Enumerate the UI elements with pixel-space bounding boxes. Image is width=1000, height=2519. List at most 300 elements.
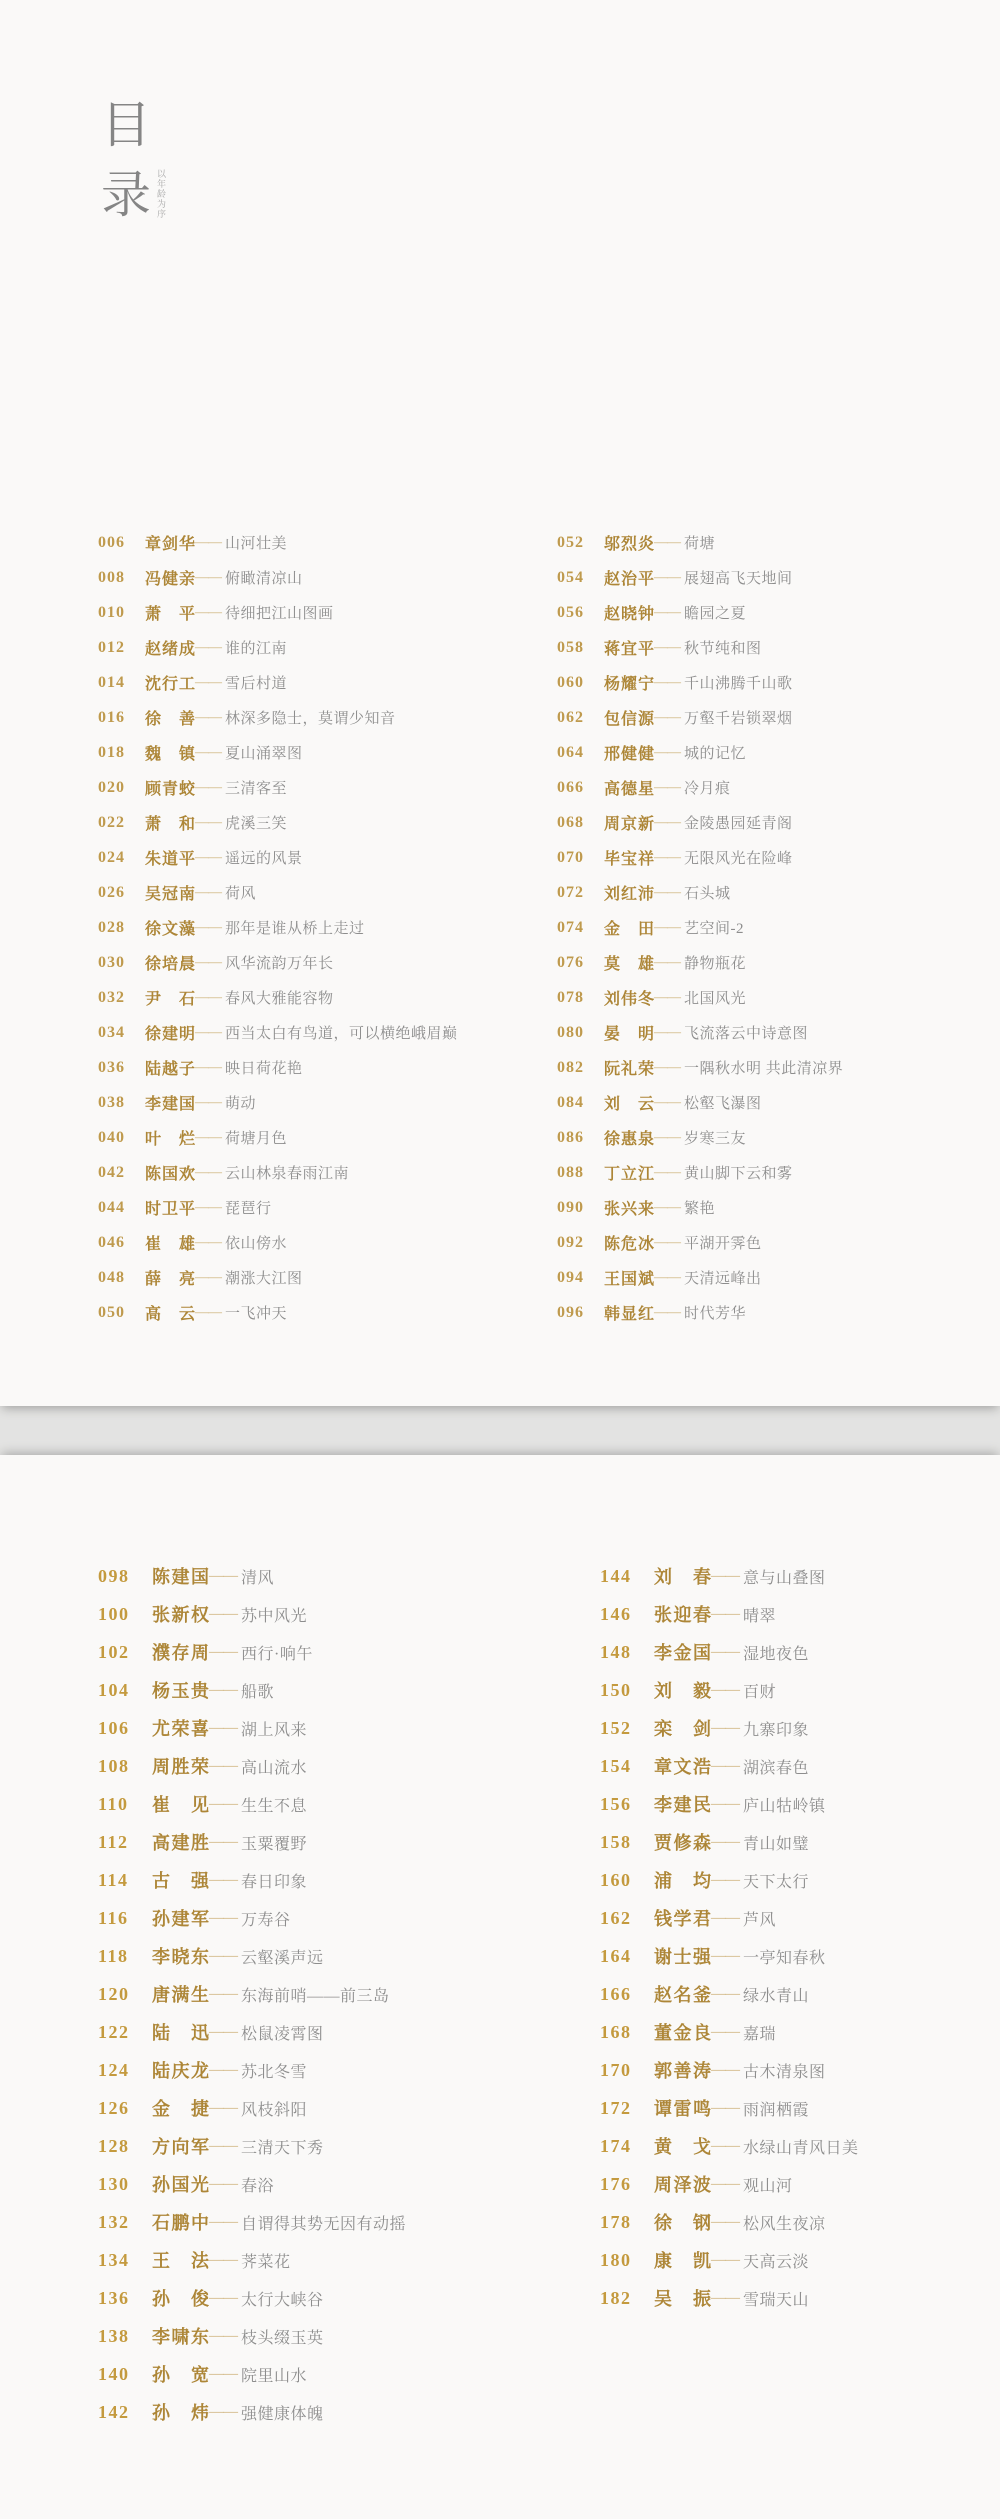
- entry-artist-name: 萧 平: [145, 606, 195, 623]
- entry-artist-name: 金 田: [604, 921, 654, 938]
- entry-dash: ——: [209, 1833, 237, 1850]
- entry-artist-name: 莫 雄: [604, 956, 654, 973]
- entry-dash: ——: [209, 2023, 237, 2040]
- entry-artist-name: 包信源: [604, 711, 654, 728]
- entry-artwork-title: 青山如璧: [743, 1835, 810, 1853]
- toc-entry: [98, 1260, 458, 1295]
- entry-dash: ——: [711, 2175, 739, 2192]
- entry-dash: ——: [195, 1234, 221, 1250]
- entry-dash: ——: [209, 1795, 237, 1812]
- entry-dash: ——: [209, 2213, 237, 2230]
- entry-dash: ——: [654, 1094, 680, 1110]
- entry-artist-name: 薛 亮: [145, 1271, 195, 1288]
- toc-entry: [98, 2317, 406, 2355]
- entry-dash: ——: [209, 2289, 237, 2306]
- entry-page-number: 132: [98, 2211, 130, 2232]
- toc-entry: [557, 630, 843, 665]
- toc-entry: [600, 1747, 859, 1785]
- entry-page-number: 076: [557, 953, 584, 971]
- entry-artwork-title: 荠菜花: [241, 2253, 291, 2271]
- toc-entry: [600, 2279, 859, 2317]
- entry-artist-name: 赵晓钟: [604, 606, 654, 623]
- entry-artwork-title: 绿水青山: [743, 1987, 810, 2005]
- entry-artist-name: 刘 春: [654, 1567, 711, 1587]
- page-title-char-mu: 目: [101, 97, 151, 153]
- entry-dash: ——: [209, 2099, 237, 2116]
- entry-page-number: 158: [600, 1831, 632, 1852]
- entry-artwork-title: 生生不息: [241, 1797, 308, 1815]
- entry-artist-name: 陆庆龙: [152, 2061, 209, 2081]
- entry-dash: ——: [209, 1719, 237, 1736]
- entry-artwork-title: 三清天下秀: [241, 2139, 324, 2157]
- entry-artwork-title: 遥远的风景: [225, 851, 303, 867]
- toc-entry: [98, 2279, 406, 2317]
- entry-artwork-title: 九寨印象: [743, 1721, 810, 1739]
- entry-dash: ——: [654, 744, 680, 760]
- entry-page-number: 082: [557, 1058, 584, 1076]
- toc-entry: [600, 2013, 859, 2051]
- entry-artist-name: 古 强: [152, 1871, 209, 1891]
- entry-dash: ——: [195, 954, 221, 970]
- entry-artwork-title: 展翅高飞天地间: [684, 571, 793, 587]
- entry-artwork-title: 潮涨大江图: [225, 1271, 303, 1287]
- toc-entry: [600, 1671, 859, 1709]
- toc-entry: [557, 665, 843, 700]
- entry-dash: ——: [195, 709, 221, 725]
- entry-artist-name: 徐建明: [145, 1026, 195, 1043]
- entry-dash: ——: [654, 639, 680, 655]
- toc-entry: [600, 1861, 859, 1899]
- toc-entry: [557, 1225, 843, 1260]
- entry-artist-name: 周京新: [604, 816, 654, 833]
- entry-artist-name: 蒋宜平: [604, 641, 654, 658]
- entry-page-number: 058: [557, 638, 584, 656]
- toc-entry: [98, 1225, 458, 1260]
- entry-dash: ——: [195, 534, 221, 550]
- entry-dash: ——: [209, 2365, 237, 2382]
- entry-page-number: 016: [98, 708, 125, 726]
- toc-entry: [98, 1785, 406, 1823]
- entry-page-number: 084: [557, 1093, 584, 1111]
- entry-artwork-title: 松壑飞瀑图: [684, 1096, 762, 1112]
- entry-artwork-title: 映日荷花艳: [225, 1061, 303, 1077]
- toc-entry: [557, 525, 843, 560]
- toc-entry: [98, 1295, 458, 1330]
- entry-dash: ——: [711, 2099, 739, 2116]
- entry-dash: ——: [654, 1269, 680, 1285]
- entry-dash: ——: [195, 1094, 221, 1110]
- entry-artwork-title: 云山林泉春雨江南: [225, 1166, 350, 1182]
- entry-artwork-title: 东海前哨——前三岛: [241, 1987, 390, 2005]
- entry-artist-name: 冯健亲: [145, 571, 195, 588]
- entry-artist-name: 徐培晨: [145, 956, 195, 973]
- entry-page-number: 032: [98, 988, 125, 1006]
- toc-entry: [557, 1085, 843, 1120]
- entry-artwork-title: 庐山牯岭镇: [743, 1797, 826, 1815]
- entry-artist-name: 钱学君: [654, 1909, 711, 1929]
- toc-entry: [98, 525, 458, 560]
- entry-page-number: 014: [98, 673, 125, 691]
- entry-artwork-title: 西行·响午: [241, 1645, 313, 1663]
- toc-entry: [98, 910, 458, 945]
- toc-entry: [98, 2051, 406, 2089]
- entry-artwork-title: 苏北冬雪: [241, 2063, 308, 2081]
- entry-artwork-title: 芦风: [743, 1911, 777, 1929]
- entry-artwork-title: 天清远峰出: [684, 1271, 762, 1287]
- toc-column-page1-left: [98, 525, 458, 1330]
- toc-entry: [557, 1120, 843, 1155]
- entry-page-number: 106: [98, 1717, 130, 1738]
- toc-entry: [98, 805, 458, 840]
- entry-artist-name: 杨玉贵: [152, 1681, 209, 1701]
- entry-artwork-title: 湿地夜色: [743, 1645, 810, 1663]
- toc-entry: [98, 2089, 406, 2127]
- entry-artwork-title: 城的记忆: [684, 746, 747, 762]
- toc-entry: [557, 1015, 843, 1050]
- entry-artist-name: 邬烈炎: [604, 536, 654, 553]
- entry-artist-name: 陈危冰: [604, 1236, 654, 1253]
- entry-dash: ——: [654, 814, 680, 830]
- entry-page-number: 072: [557, 883, 584, 901]
- toc-entry: [98, 1120, 458, 1155]
- toc-entry: [600, 2241, 859, 2279]
- entry-dash: ——: [195, 1304, 221, 1320]
- entry-dash: ——: [209, 1681, 237, 1698]
- entry-artist-name: 金 捷: [152, 2099, 209, 2119]
- entry-page-number: 062: [557, 708, 584, 726]
- entry-dash: ——: [195, 1024, 221, 1040]
- entry-page-number: 088: [557, 1163, 584, 1181]
- entry-dash: ——: [711, 1605, 739, 1622]
- entry-page-number: 108: [98, 1755, 130, 1776]
- entry-artwork-title: 冷月痕: [684, 781, 731, 797]
- entry-dash: ——: [209, 1757, 237, 1774]
- entry-artist-name: 崔 见: [152, 1795, 209, 1815]
- toc-page-2: [0, 1455, 1000, 2519]
- entry-artist-name: 徐文藻: [145, 921, 195, 938]
- entry-dash: ——: [711, 1643, 739, 1660]
- entry-dash: ——: [711, 1567, 739, 1584]
- entry-page-number: 042: [98, 1163, 125, 1181]
- toc-entry: [600, 1595, 859, 1633]
- entry-page-number: 008: [98, 568, 125, 586]
- entry-artwork-title: 自谓得其势无因有动摇: [241, 2215, 407, 2233]
- entry-dash: ——: [195, 604, 221, 620]
- entry-artwork-title: 观山河: [743, 2177, 793, 2195]
- toc-entry: [600, 2089, 859, 2127]
- entry-page-number: 140: [98, 2363, 130, 2384]
- toc-entry: [98, 1899, 406, 1937]
- entry-artwork-title: 虎溪三笑: [225, 816, 288, 832]
- entry-page-number: 086: [557, 1128, 584, 1146]
- toc-column-page1-right: [557, 525, 843, 1330]
- entry-artwork-title: 枝头缀玉英: [241, 2329, 324, 2347]
- toc-entry: [557, 840, 843, 875]
- entry-artist-name: 王国斌: [604, 1271, 654, 1288]
- toc-entry: [98, 1671, 406, 1709]
- entry-page-number: 068: [557, 813, 584, 831]
- entry-page-number: 118: [98, 1945, 129, 1966]
- entry-page-number: 110: [98, 1793, 129, 1814]
- entry-page-number: 160: [600, 1869, 632, 1890]
- entry-page-number: 120: [98, 1983, 130, 2004]
- entry-artist-name: 毕宝祥: [604, 851, 654, 868]
- entry-artist-name: 沈行工: [145, 676, 195, 693]
- entry-artwork-title: 云壑溪声远: [241, 1949, 324, 1967]
- sort-order-note: 以年龄为序: [156, 169, 166, 219]
- entry-page-number: 124: [98, 2059, 130, 2080]
- entry-dash: ——: [711, 2289, 739, 2306]
- toc-entry: [98, 1975, 406, 2013]
- entry-artist-name: 浦 均: [654, 1871, 711, 1891]
- entry-page-number: 182: [600, 2287, 632, 2308]
- entry-artwork-title: 晴翠: [743, 1607, 777, 1625]
- entry-artist-name: 刘 毅: [654, 1681, 711, 1701]
- entry-artwork-title: 玉粟覆野: [241, 1835, 308, 1853]
- entry-dash: ——: [711, 2251, 739, 2268]
- entry-dash: ——: [654, 779, 680, 795]
- entry-artwork-title: 一隅秋水明 共此清凉界: [684, 1061, 844, 1077]
- entry-dash: ——: [654, 674, 680, 690]
- entry-artwork-title: 松鼠凌霄图: [241, 2025, 324, 2043]
- toc-entry: [557, 1260, 843, 1295]
- entry-artwork-title: 清风: [241, 1569, 275, 1587]
- entry-artwork-title: 艺空间-2: [684, 921, 744, 937]
- entry-page-number: 064: [557, 743, 584, 761]
- entry-dash: ——: [711, 1795, 739, 1812]
- entry-artwork-title: 林深多隐士，莫谓少知音: [225, 711, 396, 727]
- entry-artwork-title: 黄山脚下云和雾: [684, 1166, 793, 1182]
- entry-artist-name: 黄 戈: [654, 2137, 711, 2157]
- entry-page-number: 166: [600, 1983, 632, 2004]
- toc-column-page2-left: [98, 1557, 406, 2431]
- entry-page-number: 044: [98, 1198, 125, 1216]
- entry-dash: ——: [209, 2251, 237, 2268]
- entry-artist-name: 高 云: [145, 1306, 195, 1323]
- entry-artist-name: 周泽波: [654, 2175, 711, 2195]
- entry-artwork-title: 萌动: [225, 1096, 257, 1112]
- entry-page-number: 056: [557, 603, 584, 621]
- toc-entry: [98, 1085, 458, 1120]
- entry-page-number: 052: [557, 533, 584, 551]
- entry-artist-name: 徐 善: [145, 711, 195, 728]
- entry-page-number: 104: [98, 1679, 130, 1700]
- entry-page-number: 096: [557, 1303, 584, 1321]
- entry-artist-name: 周胜荣: [152, 1757, 209, 1777]
- entry-page-number: 156: [600, 1793, 632, 1814]
- entry-page-number: 162: [600, 1907, 632, 1928]
- entry-artwork-title: 松风生夜凉: [743, 2215, 826, 2233]
- entry-artist-name: 唐满生: [152, 1985, 209, 2005]
- toc-entry: [98, 1190, 458, 1225]
- entry-artwork-title: 山河壮美: [225, 536, 288, 552]
- entry-dash: ——: [711, 2137, 739, 2154]
- toc-entry: [98, 1557, 406, 1595]
- toc-entry: [98, 2127, 406, 2165]
- page-title-char-lu: 录: [101, 167, 151, 223]
- entry-artist-name: 刘红沛: [604, 886, 654, 903]
- entry-dash: ——: [711, 1909, 739, 1926]
- entry-dash: ——: [654, 1199, 680, 1215]
- toc-entry: [98, 1937, 406, 1975]
- entry-page-number: 114: [98, 1869, 129, 1890]
- toc-entry: [98, 630, 458, 665]
- entry-artwork-title: 无限风光在险峰: [684, 851, 793, 867]
- entry-dash: ——: [209, 1985, 237, 2002]
- entry-dash: ——: [654, 1059, 680, 1075]
- entry-artwork-title: 石头城: [684, 886, 731, 902]
- entry-artwork-title: 琵琶行: [225, 1201, 272, 1217]
- entry-dash: ——: [195, 1199, 221, 1215]
- entry-dash: ——: [209, 1947, 237, 1964]
- entry-artist-name: 崔 雄: [145, 1236, 195, 1253]
- entry-page-number: 090: [557, 1198, 584, 1216]
- toc-entry: [98, 1747, 406, 1785]
- toc-entry: [98, 1050, 458, 1085]
- entry-artist-name: 陈国欢: [145, 1166, 195, 1183]
- entry-dash: ——: [209, 1871, 237, 1888]
- entry-page-number: 136: [98, 2287, 130, 2308]
- entry-artwork-title: 春风大雅能容物: [225, 991, 334, 1007]
- entry-page-number: 134: [98, 2249, 130, 2270]
- entry-artwork-title: 千山沸腾千山歌: [684, 676, 793, 692]
- entry-artist-name: 尹 石: [145, 991, 195, 1008]
- entry-artist-name: 谭雷鸣: [654, 2099, 711, 2119]
- entry-artist-name: 章剑华: [145, 536, 195, 553]
- toc-entry: [98, 1155, 458, 1190]
- entry-artwork-title: 春浴: [241, 2177, 275, 2195]
- entry-artist-name: 董金良: [654, 2023, 711, 2043]
- toc-entry: [98, 770, 458, 805]
- entry-dash: ——: [195, 989, 221, 1005]
- entry-page-number: 078: [557, 988, 584, 1006]
- entry-artwork-title: 那年是谁从桥上走过: [225, 921, 365, 937]
- entry-page-number: 070: [557, 848, 584, 866]
- toc-entry: [98, 700, 458, 735]
- entry-dash: ——: [654, 1304, 680, 1320]
- entry-dash: ——: [654, 1164, 680, 1180]
- entry-page-number: 074: [557, 918, 584, 936]
- toc-entry: [98, 1015, 458, 1050]
- entry-artist-name: 丁立江: [604, 1166, 654, 1183]
- entry-artist-name: 孙 俊: [152, 2289, 209, 2309]
- toc-entry: [98, 1861, 406, 1899]
- entry-page-number: 028: [98, 918, 125, 936]
- entry-page-number: 054: [557, 568, 584, 586]
- toc-entry: [557, 910, 843, 945]
- toc-entry: [98, 980, 458, 1015]
- entry-artist-name: 萧 和: [145, 816, 195, 833]
- toc-entry: [98, 945, 458, 980]
- entry-page-number: 092: [557, 1233, 584, 1251]
- entry-artist-name: 顾青蛟: [145, 781, 195, 798]
- entry-page-number: 100: [98, 1603, 130, 1624]
- entry-page-number: 180: [600, 2249, 632, 2270]
- entry-page-number: 040: [98, 1128, 125, 1146]
- entry-artwork-title: 天高云淡: [743, 2253, 810, 2271]
- entry-artist-name: 吴冠南: [145, 886, 195, 903]
- entry-artist-name: 李金国: [654, 1643, 711, 1663]
- entry-artwork-title: 雪瑞天山: [743, 2291, 810, 2309]
- entry-dash: ——: [654, 709, 680, 725]
- toc-entry: [98, 735, 458, 770]
- entry-artwork-title: 北国风光: [684, 991, 747, 1007]
- entry-artist-name: 王 法: [152, 2251, 209, 2271]
- entry-artwork-title: 俯瞰清凉山: [225, 571, 303, 587]
- toc-entry: [600, 2127, 859, 2165]
- entry-dash: ——: [711, 2061, 739, 2078]
- entry-dash: ——: [711, 1985, 739, 2002]
- entry-artwork-title: 百财: [743, 1683, 777, 1701]
- entry-artist-name: 晏 明: [604, 1026, 654, 1043]
- entry-artwork-title: 嘉瑞: [743, 2025, 777, 2043]
- entry-page-number: 150: [600, 1679, 632, 1700]
- toc-entry: [600, 1823, 859, 1861]
- entry-dash: ——: [654, 989, 680, 1005]
- entry-page-number: 030: [98, 953, 125, 971]
- entry-dash: ——: [195, 884, 221, 900]
- toc-entry: [600, 2203, 859, 2241]
- toc-entry: [600, 2165, 859, 2203]
- toc-entry: [98, 2203, 406, 2241]
- entry-page-number: 148: [600, 1641, 632, 1662]
- entry-artwork-title: 静物瓶花: [684, 956, 747, 972]
- entry-artwork-title: 夏山涌翠图: [225, 746, 303, 762]
- entry-page-number: 022: [98, 813, 125, 831]
- entry-artwork-title: 一亭知春秋: [743, 1949, 826, 1967]
- toc-entry: [600, 2051, 859, 2089]
- entry-dash: ——: [195, 1269, 221, 1285]
- entry-dash: ——: [195, 744, 221, 760]
- entry-artist-name: 尤荣喜: [152, 1719, 209, 1739]
- entry-dash: ——: [654, 884, 680, 900]
- entry-artwork-title: 风枝斜阳: [241, 2101, 308, 2119]
- entry-artwork-title: 荷风: [225, 886, 257, 902]
- entry-artwork-title: 万壑千岩锁翠烟: [684, 711, 793, 727]
- entry-artist-name: 徐 钢: [654, 2213, 711, 2233]
- toc-entry: [600, 1557, 859, 1595]
- entry-artist-name: 赵绪成: [145, 641, 195, 658]
- toc-entry: [98, 875, 458, 910]
- toc-entry: [600, 1785, 859, 1823]
- entry-dash: ——: [195, 1129, 221, 1145]
- entry-dash: ——: [209, 2175, 237, 2192]
- entry-dash: ——: [654, 1129, 680, 1145]
- entry-dash: ——: [195, 639, 221, 655]
- entry-dash: ——: [209, 2327, 237, 2344]
- entry-artist-name: 濮存周: [152, 1643, 209, 1663]
- entry-artwork-title: 雨润栖霞: [743, 2101, 810, 2119]
- entry-page-number: 112: [98, 1831, 129, 1852]
- entry-dash: ——: [711, 2213, 739, 2230]
- entry-artist-name: 栾 剑: [654, 1719, 711, 1739]
- entry-page-number: 138: [98, 2325, 130, 2346]
- entry-page-number: 154: [600, 1755, 632, 1776]
- entry-dash: ——: [654, 604, 680, 620]
- toc-entry: [98, 665, 458, 700]
- toc-entry: [98, 2355, 406, 2393]
- entry-page-number: 142: [98, 2401, 130, 2422]
- entry-artwork-title: 强健康体魄: [241, 2405, 324, 2423]
- entry-page-number: 168: [600, 2021, 632, 2042]
- toc-entry: [98, 1823, 406, 1861]
- entry-artist-name: 章文浩: [654, 1757, 711, 1777]
- entry-dash: ——: [711, 1947, 739, 1964]
- toc-entry: [98, 2013, 406, 2051]
- entry-artist-name: 张迎春: [654, 1605, 711, 1625]
- entry-dash: ——: [195, 779, 221, 795]
- toc-entry: [600, 1937, 859, 1975]
